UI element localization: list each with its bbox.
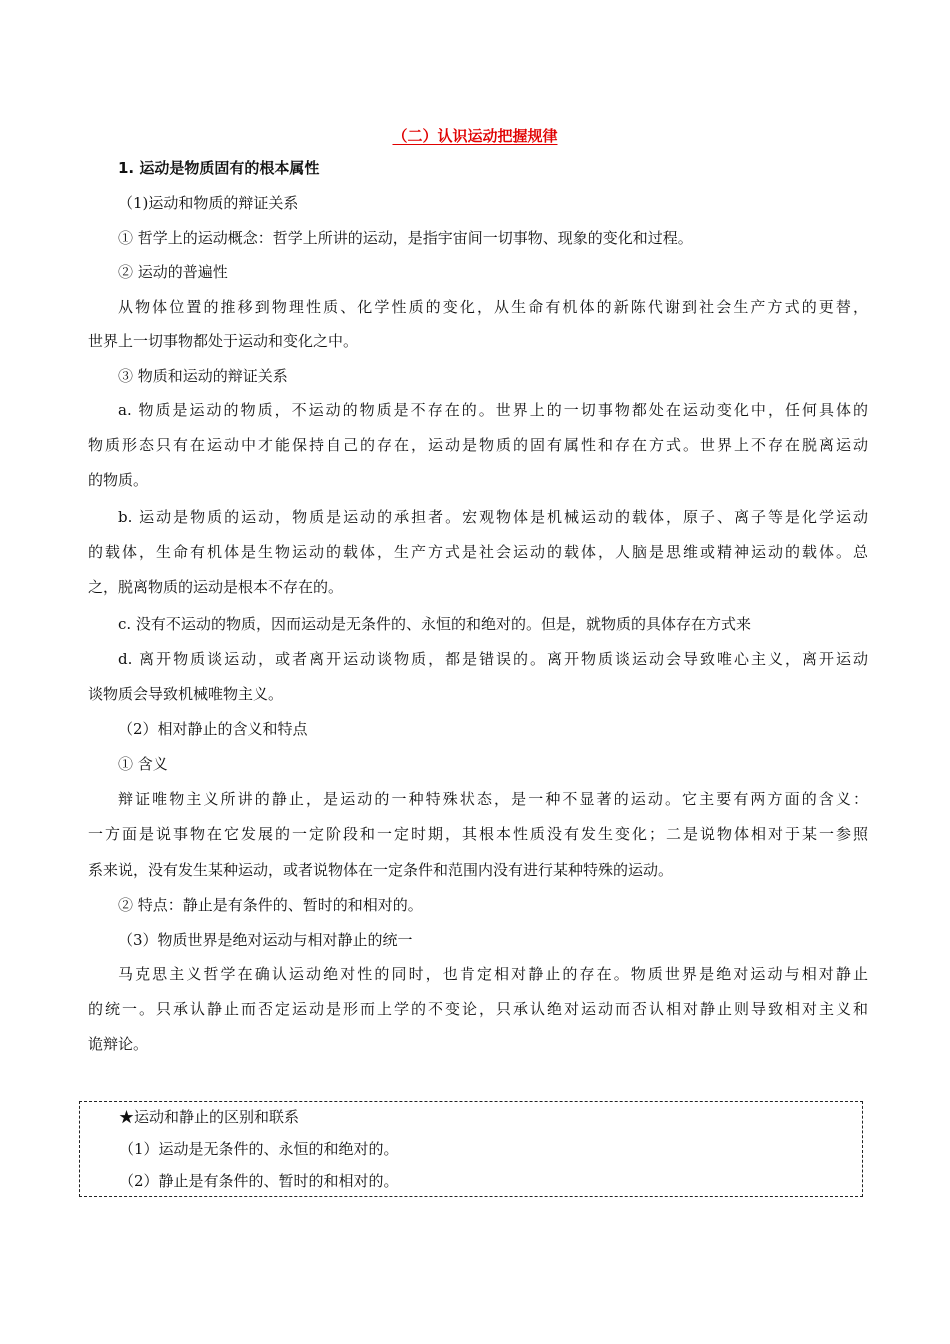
paragraph-universality: ② 运动的普遍性	[118, 263, 228, 281]
paragraph-universality-line2: 世界上一切事物都处于运动和变化之中。	[88, 332, 359, 350]
heading-1: 1. 运动是物质固有的根本属性	[118, 159, 320, 177]
meaning-line3: 系来说，没有发生某种运动，或者说物体在一定条件和范围内没有进行某种特殊的运动。	[88, 861, 674, 879]
item-a-line2: 物质形态只有在运动中才能保持自己的存在，运动是物质的固有属性和存在方式。世界上不存在脱离运动	[88, 436, 868, 454]
summary-box-item-2: （2）静止是有条件的、暂时的和相对的。	[119, 1172, 399, 1190]
subheading-1: （1)运动和物质的辩证关系	[118, 194, 299, 212]
item-b-line2: 的载体，生命有机体是生物运动的载体，生产方式是社会运动的载体，人脑是思维或精神运动的载体。总	[88, 543, 868, 561]
summary-box-title: ★运动和静止的区别和联系	[119, 1108, 300, 1126]
paragraph-motion-concept: ① 哲学上的运动概念：哲学上所讲的运动，是指宇宙间一切事物、现象的变化和过程。	[118, 229, 693, 247]
summary-box-item-1: （1）运动是无条件的、永恒的和绝对的。	[119, 1140, 399, 1158]
summary-box	[79, 1101, 863, 1197]
item-d-line2: 谈物质会导致机械唯物主义。	[88, 685, 284, 703]
unity-line3: 诡辩论。	[88, 1035, 149, 1053]
unity-line1: 马克思主义哲学在确认运动绝对性的同时，也肯定相对静止的存在。物质世界是绝对运动与相对静止	[118, 965, 868, 983]
meaning-line1: 辩证唯物主义所讲的静止，是运动的一种特殊状态，是一种不显著的运动。它主要有两方面的含义：	[118, 790, 868, 808]
meaning-line2: 一方面是说事物在它发展的一定阶段和一定时期，其根本性质没有发生变化；二是说物体相对于某一参照	[88, 825, 868, 843]
item-b-line3: 之，脱离物质的运动是根本不存在的。	[88, 578, 344, 596]
item-a-line3: 的物质。	[88, 471, 149, 489]
subheading-2: （2）相对静止的含义和特点	[118, 720, 308, 738]
unity-line2: 的统一。只承认静止而否定运动是形而上学的不变论，只承认绝对运动而否认相对静止则导致相对主义和	[88, 1000, 868, 1018]
meaning-label: ① 含义	[118, 755, 168, 773]
subheading-3: （3）物质世界是绝对运动与相对静止的统一	[118, 931, 413, 949]
paragraph-dialectic-relation: ③ 物质和运动的辩证关系	[118, 367, 288, 385]
item-c-line1: c. 没有不运动的物质，因而运动是无条件的、永恒的和绝对的。但是，就物质的具体存在方式来	[118, 615, 751, 633]
features-line: ② 特点：静止是有条件的、暂时的和相对的。	[118, 896, 423, 914]
item-b-line1: b. 运动是物质的运动，物质是运动的承担者。宏观物体是机械运动的载体，原子、离子等是化学运动	[118, 508, 868, 526]
paragraph-universality-line1: 从物体位置的推移到物理性质、化学性质的变化，从生命有机体的新陈代谢到社会生产方式的更替，	[118, 298, 868, 316]
section-title: （二）认识运动把握规律	[392, 127, 558, 145]
item-d-line1: d. 离开物质谈运动，或者离开运动谈物质，都是错误的。离开物质谈运动会导致唯心主义，离开运动	[118, 650, 868, 668]
item-a-line1: a. 物质是运动的物质，不运动的物质是不存在的。世界上的一切事物都处在运动变化中，任何具体的	[118, 401, 868, 419]
